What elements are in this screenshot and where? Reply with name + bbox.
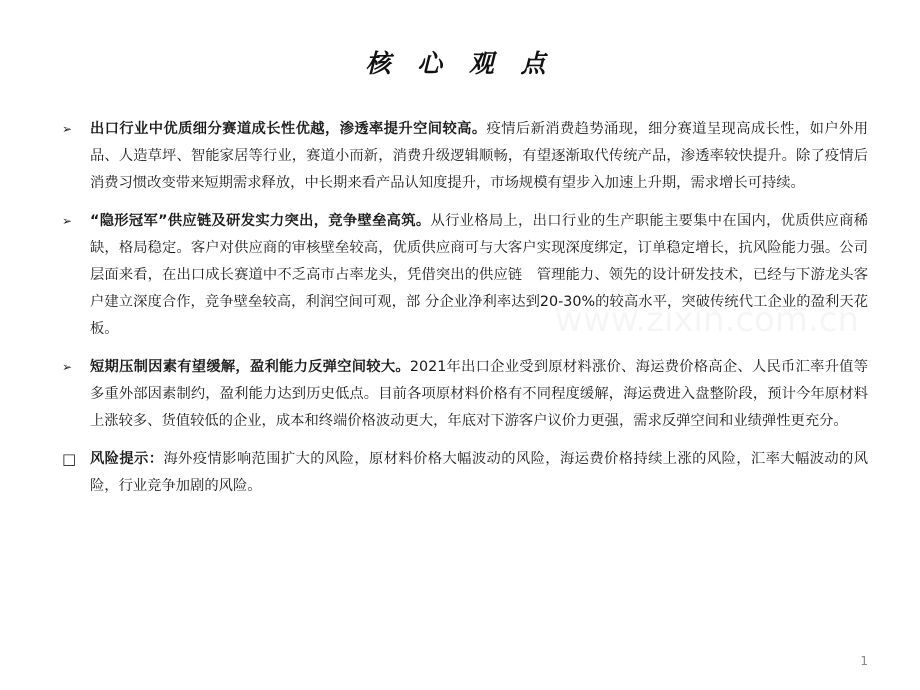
key-points-list bbox=[62, 116, 868, 511]
list-item bbox=[62, 446, 868, 500]
paragraph-body: 2021年出口企业受到原材料涨价、海运费价格高企、人民币汇率升值等多重外部因素制约，盈利能力达到历史低点。目前各项原材料价格有不同程度缓解，海运费进入盘整阶段，预计今年原材料上涨较多、货值较低的企业，成本和终端价格波动更大，年底对下游客户议价力更强，需求反弹空间和业绩弹性更充分。 bbox=[90, 359, 869, 429]
paragraph-lead: 风险提示： bbox=[90, 451, 164, 467]
page-title: 核 心 观 点 bbox=[365, 49, 555, 78]
list-item bbox=[62, 354, 868, 435]
paragraph bbox=[90, 208, 868, 343]
list-item bbox=[62, 116, 868, 197]
list-item bbox=[62, 208, 868, 343]
arrow-bullet-icon: ➢ bbox=[62, 122, 73, 136]
paragraph bbox=[90, 116, 868, 197]
square-bullet-icon: □ bbox=[62, 450, 77, 468]
paragraph bbox=[90, 354, 868, 435]
paragraph-body: 海外疫情影响范围扩大的风险，原材料价格大幅波动的风险，海运费价格持续上涨的风险，汇率大幅波动的风险，行业竞争加剧的风险。 bbox=[90, 451, 868, 494]
paragraph-lead: 出口行业中优质细分赛道成长性优越，渗透率提升空间较高。 bbox=[90, 121, 487, 137]
page-number: 1 bbox=[860, 654, 868, 668]
paragraph-body: 疫情后新消费趋势涌现，细分赛道呈现高成长性，如户外用品、人造草坪、智能家居等行业，赛道小而新，消费升级逻辑顺畅，有望逐渐取代传统产品，渗透率较快提升。除了疫情后消费习惯改变带来短期需求释放，中长期来看产品认知度提升，市场规模有望步入加速上升期，需求增长可持续。 bbox=[90, 121, 869, 191]
paragraph-lead: 短期压制因素有望缓解，盈利能力反弹空间较大。 bbox=[90, 359, 410, 375]
paragraph-lead: “隐形冠军”供应链及研发实力突出，竞争壁垒高筑。 bbox=[90, 213, 431, 229]
arrow-bullet-icon: ➢ bbox=[62, 360, 73, 374]
arrow-bullet-icon: ➢ bbox=[62, 214, 73, 228]
paragraph bbox=[90, 446, 868, 500]
paragraph-body: 从行业格局上，出口行业的生产职能主要集中在国内，优质供应商稀缺，格局稳定。客户对供应商的审核壁垒较高，优质供应商可与大客户实现深度绑定，订单稳定增长，抗风险能力强。公司层面来看，在出口成长赛道中不乏高市占率龙头，凭借突出的供应链 管理能力、领先的设计研发技术，已经与下游龙头客户建立深度合作，竞争壁垒较高，利润空间可观，部 分企业净利率达到20-30%的较高水平，突破传统代工企业的盈利天花板。 bbox=[90, 213, 868, 337]
